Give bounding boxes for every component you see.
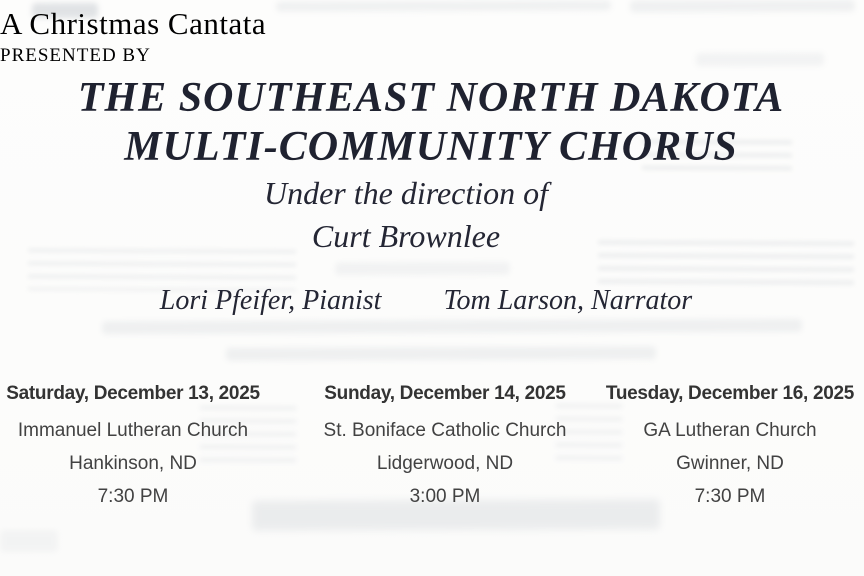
- event-column-2: [308, 381, 582, 513]
- event-column-3: [596, 381, 864, 513]
- event-date: Sunday, December 14, 2025: [324, 383, 566, 404]
- bleed-through-smudge: [335, 262, 510, 276]
- performers-row: [0, 285, 852, 317]
- chorus-name: [0, 74, 862, 172]
- event-time: 7:30 PM: [97, 486, 169, 507]
- event-time: 7:30 PM: [694, 486, 766, 507]
- direction-block: [0, 172, 812, 258]
- event-date: Saturday, December 13, 2025: [6, 383, 260, 404]
- event-column-1: [2, 381, 264, 513]
- director-name: Curt Brownlee: [311, 218, 501, 254]
- event-venue: St. Boniface Catholic Church: [323, 420, 567, 441]
- program-title: A Christmas Cantata: [0, 6, 267, 41]
- bleed-through-smudge: [0, 530, 58, 552]
- event-city: Hankinson, ND: [69, 453, 197, 474]
- event-venue: Immanuel Lutheran Church: [17, 420, 249, 441]
- bleed-through-smudge: [102, 319, 802, 334]
- direction-line: Under the direction of: [263, 175, 549, 211]
- event-date: Tuesday, December 16, 2025: [605, 383, 855, 404]
- bleed-through-smudge: [226, 346, 656, 361]
- chorus-name-line2: MULTI-COMMUNITY CHORUS: [124, 124, 738, 170]
- narrator-credit: Tom Larson, Narrator: [443, 285, 693, 316]
- event-city: Lidgerwood, ND: [376, 453, 514, 474]
- event-city: Gwinner, ND: [676, 453, 784, 474]
- presented-by-line: PRESENTED BY: [0, 45, 151, 66]
- event-venue: GA Lutheran Church: [643, 420, 817, 441]
- event-time: 3:00 PM: [409, 486, 481, 507]
- chorus-name-line1: THE SOUTHEAST NORTH DAKOTA: [77, 75, 785, 121]
- pianist-credit: Lori Pfeifer, Pianist: [159, 285, 382, 316]
